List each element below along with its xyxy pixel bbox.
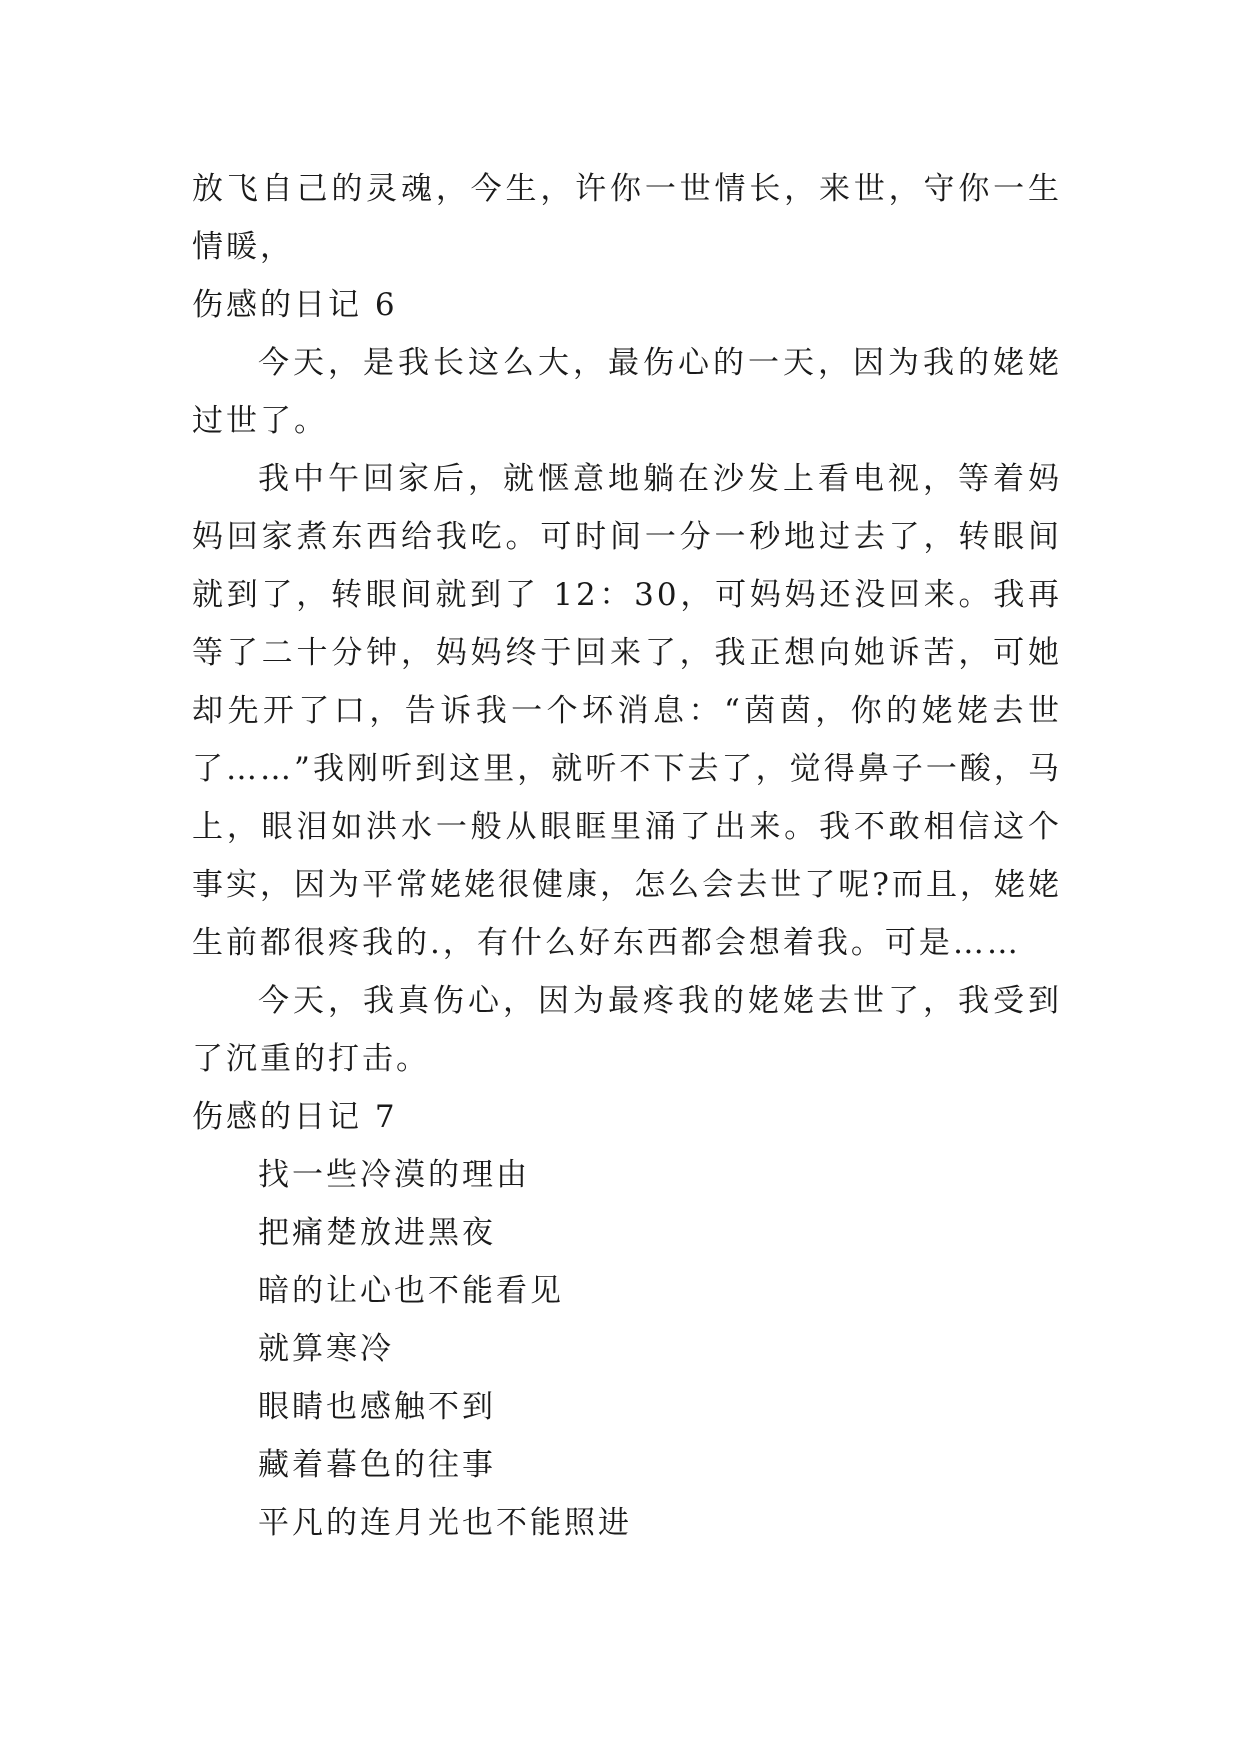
- section-heading-7: 伤感的日记 7: [192, 1099, 398, 1135]
- poem-line: 暗的让心也不能看见: [258, 1273, 564, 1309]
- poem-line: 眼睛也感触不到: [258, 1389, 496, 1425]
- paragraph-diary6-2: 我中午回家后，就惬意地躺在沙发上看电视，等着妈妈回家煮东西给我吃。可时间一分一秒地过去了，转眼间就到了，转眼间就到了 12：30，可妈妈还没回来。我再等了二十分钟，妈妈终于回来了，我正想向她诉苦，可她却先开了口，告诉我一个坏消息：“茵茵，你的姥姥去世了……”我刚听到这里，就听不下去了，觉得鼻子一酸，马上，眼泪如洪水一般从眼眶里涌了出来。我不敢相信这个事实，因为平常姥姥很健康，怎么会去世了呢?而且，姥姥生前都很疼我的.，有什么好东西都会想着我。可是……: [192, 461, 1062, 961]
- poem-line: 找一些冷漠的理由: [258, 1157, 530, 1193]
- poem-line: 藏着暮色的往事: [258, 1447, 496, 1483]
- poem-line: 把痛楚放进黑夜: [258, 1215, 496, 1251]
- paragraph-intro: 放飞自己的灵魂，今生，许你一世情长，来世，守你一生情暖，: [192, 171, 1062, 265]
- poem-line: 平凡的连月光也不能照进: [258, 1505, 632, 1541]
- poem-line: 就算寒冷: [258, 1331, 394, 1367]
- paragraph-diary6-1: 今天，是我长这么大，最伤心的一天，因为我的姥姥过世了。: [192, 345, 1062, 439]
- section-heading-6: 伤感的日记 6: [192, 287, 398, 323]
- paragraph-diary6-3: 今天，我真伤心，因为最疼我的姥姥去世了，我受到了沉重的打击。: [192, 983, 1062, 1077]
- document-body: [192, 160, 1062, 1552]
